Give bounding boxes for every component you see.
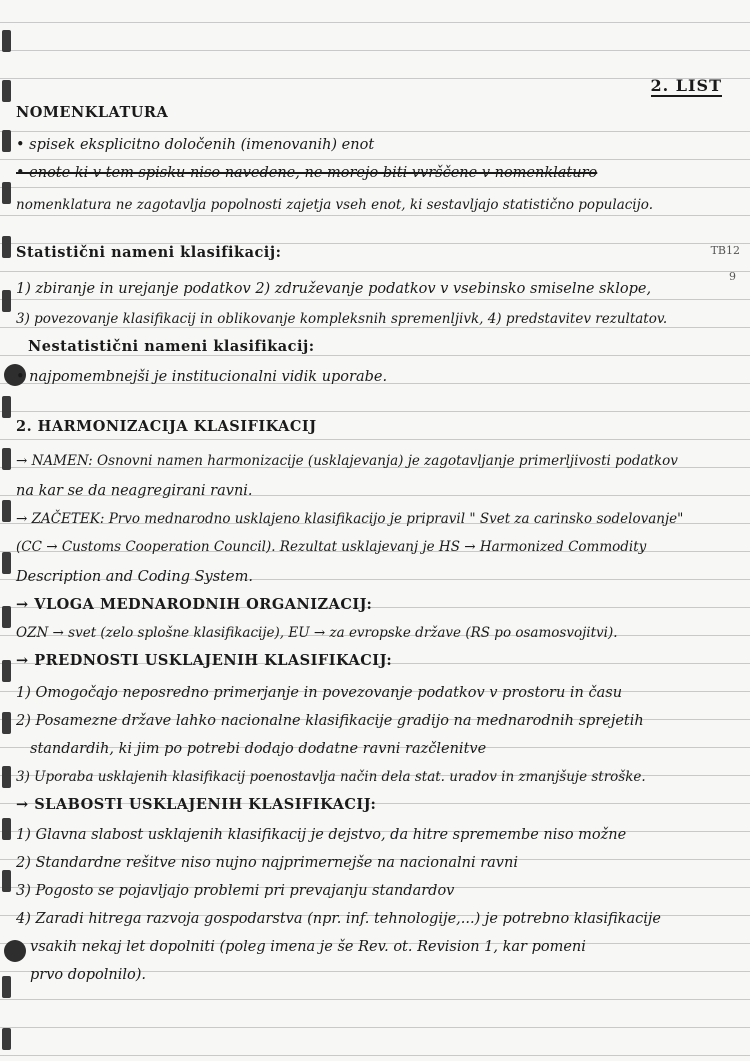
note-line: na kar se da neagregirani ravni. [16,483,253,499]
note-line: 1) Glavna slabost usklajenih klasifikacij je dejstvo, da hitre spremembe niso možne [16,827,627,843]
note-line: vsakih nekaj let dopolniti (poleg imena je še Rev. ot. Revision 1, kar pomeni [30,939,586,955]
punch-mark [2,290,11,312]
punch-mark [2,448,11,470]
handwritten-notes [16,0,744,1061]
punch-mark [2,130,11,152]
margin-mark: TB12 [710,244,740,257]
punch-mark [2,766,11,788]
punch-mark [2,870,11,892]
heading-prednosti: → PREDNOSTI USKLAJENIH KLASIFIKACIJ: [16,652,393,669]
heading-statisticni-nameni: Statistični nameni klasifikacij: [16,244,282,261]
punch-mark [2,1028,11,1050]
page-label: 2. LIST [650,76,722,95]
note-line: prvo dopolnilo). [30,967,147,983]
punch-mark [2,30,11,52]
heading-nomenklatura: NOMENKLATURA [16,104,169,121]
note-line: nomenklatura ne zagotavlja popolnosti zajetja vseh enot, ki sestavljajo statistično populacijo. [16,197,653,213]
note-line: • spisek eksplicitno določenih (imenovanih) enot [16,137,375,153]
punch-mark [2,818,11,840]
note-line: 2) Standardne rešitve niso nujno najprimernejše na nacionalni ravni [16,855,518,871]
note-line: standardih, ki jim po potrebi dodajo dodatne ravni razčlenitve [30,741,487,757]
punch-mark [2,396,11,418]
punch-mark [2,80,11,102]
note-line: 4) Zaradi hitrega razvoja gospodarstva (npr. inf. tehnologije,...) je potrebno klasifikacije [16,911,661,927]
punch-mark [2,552,11,574]
heading-harmonizacija: 2. HARMONIZACIJA KLASIFIKACIJ [16,418,317,435]
punch-mark [2,236,11,258]
note-line: 1) Omogočajo neposredno primerjanje in povezovanje podatkov v prostoru in času [16,685,623,701]
note-line: 3) Pogosto se pojavljajo problemi pri prevajanju standardov [16,883,455,899]
note-line: (CC → Customs Cooperation Council). Rezultat usklajevanj je HS → Harmonized Commodity [16,539,647,555]
heading-slabosti: → SLABOSTI USKLAJENIH KLASIFIKACIJ: [16,796,377,813]
note-line: 3) povezovanje klasifikacij in oblikovanje kompleksnih spremenljivk, 4) predstavitev rezultatov. [16,311,668,327]
note-line: → ZAČETEK: Prvo mednarodno usklajeno klasifikacijo je pripravil " Svet za carinsko sodelovanje" [16,511,684,527]
heading-nestatisticni-nameni: Nestatistični nameni klasifikacij: [28,338,315,355]
punch-mark [2,500,11,522]
note-line: • najpomembnejši je institucionalni vidik uporabe. [16,369,388,385]
note-line: → NAMEN: Osnovni namen harmonizacije (usklajevanja) je zagotavljanje primerljivosti podatkov [16,453,678,469]
margin-mark: 9 [729,270,736,283]
punch-mark [2,976,11,998]
note-line: 1) zbiranje in urejanje podatkov 2) združevanje podatkov v vsebinsko smiselne sklope, [16,281,652,297]
punch-mark [2,712,11,734]
note-line-struck: • enote ki v tem spisku niso navedene, ne morejo biti vvrščene v nomenklaturo [16,165,598,181]
note-line: OZN → svet (zelo splošne klasifikacije), EU → za evropske države (RS po osamosvojitvi). [16,625,618,641]
punch-mark [2,660,11,682]
heading-vloga: → VLOGA MEDNARODNIH ORGANIZACIJ: [16,596,373,613]
note-line: Description and Coding System. [16,569,253,585]
note-line: 3) Uporaba usklajenih klasifikacij poenostavlja način dela stat. uradov in zmanjšuje stroške. [16,769,646,785]
note-line: 2) Posamezne države lahko nacionalne klasifikacije gradijo na mednarodnih sprejetih [16,713,644,729]
punch-mark [2,606,11,628]
punch-mark [2,182,11,204]
